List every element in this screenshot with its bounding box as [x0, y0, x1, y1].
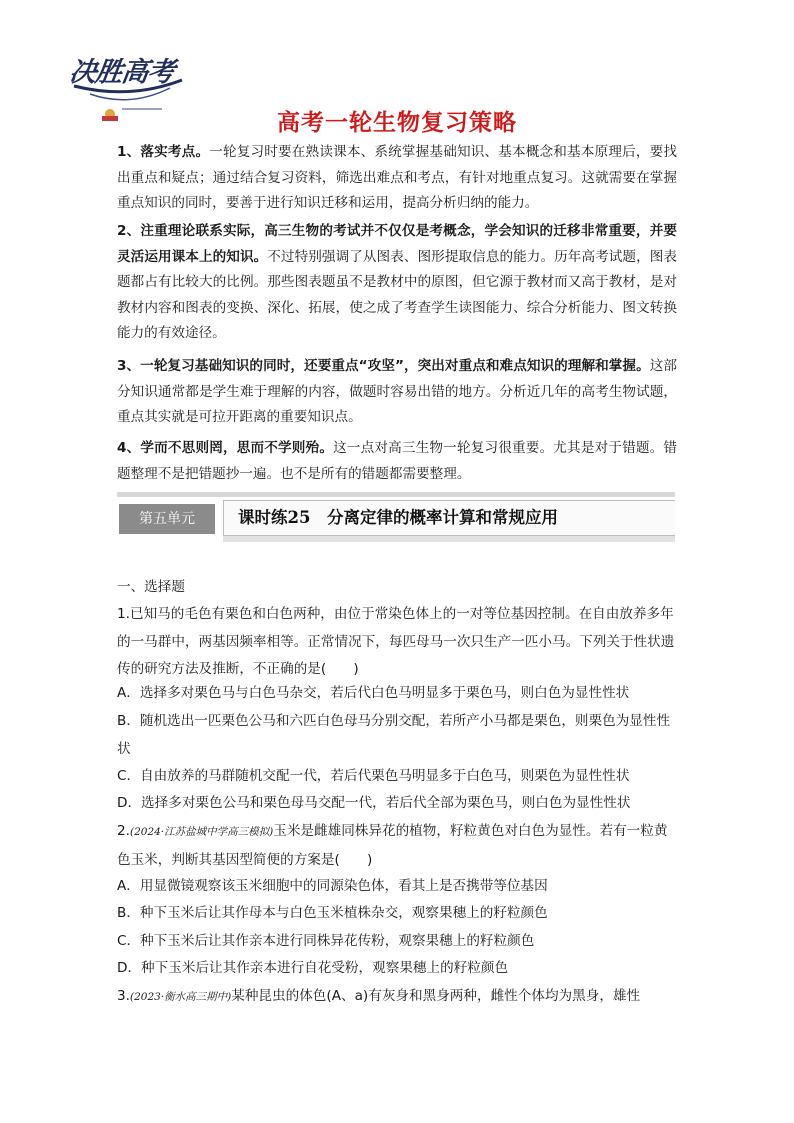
question-1-option-b: B．随机选出一匹栗色公马和六匹白色母马分别交配，若所产小马都是栗色，则栗色为显性性状	[117, 713, 671, 757]
unit-banner	[117, 492, 675, 550]
question-1-option-c: C．自由放养的马群随机交配一代，若后代栗色马明显多于白色马，则栗色为显性性状	[117, 768, 630, 784]
question-source: (2024·江苏盐城中学高三模拟)	[129, 826, 274, 838]
question-text: 已知马的毛色有栗色和白色两种，由位于常染色体上的一对等位基因控制。在自由放养多年的一马群中，两基因频率相等。正常情况下，每匹母马一次只生产一匹小马。下列关于性状遗传的研究方法及推断，不正确的是( )	[117, 606, 675, 677]
question-2-option-d: D．种下玉米后让其作亲本进行自花受粉，观察果穗上的籽粒颜色	[117, 960, 509, 976]
banner-title: 课时练25 分离定律的概率计算和常规应用	[238, 508, 558, 527]
strategy-1-lead: 1、落实考点。	[117, 144, 210, 160]
banner-title-box	[223, 500, 675, 536]
strategy-2	[117, 219, 677, 347]
banner-bottom-bar	[223, 536, 675, 542]
strategy-2-lead: 2、注重理论联系实际，高三生物的考试并不仅仅是考概念，学会知识的迁移非常重要，并要灵活运用课本上的知识。	[117, 223, 677, 265]
strategy-1-body: 一轮复习时要在熟读课本、系统掌握基础知识、基本概念和基本原理后，要找出重点和疑点；通过结合复习资料，筛选出难点和考点，有针对地重点复习。这就需要在掌握重点知识的同时，要善于进行知识迁移和运用，提高分析归纳的能力。	[117, 144, 677, 211]
section-heading: 一、选择题	[117, 579, 185, 595]
question-source: (2023·衡水高三期中)	[129, 991, 232, 1003]
question-1-option-d: D．选择多对栗色公马和栗色母马交配一代，若后代全部为栗色马，则白色为显性性状	[117, 795, 631, 811]
question-3-stem	[117, 983, 677, 1012]
document-title: 高考一轮生物复习策略	[277, 110, 517, 136]
strategy-3	[117, 354, 677, 431]
question-2-stem	[117, 818, 677, 874]
strategy-2-body: 不过特别强调了从图表、图形提取信息的能力。历年高考试题，图表题都占有比较大的比例。那些图表题虽不是教材中的原图，但它源于教材而又高于教材，是对教材内容和图表的变换、深化、拓展，使之成了考查学生读图能力、综合分析能力、图文转换能力的有效途径。	[117, 248, 678, 341]
strategy-3-body: 这部分知识通常都是学生难于理解的内容，做题时容易出错的地方。分析近几年的高考生物试题，重点其实就是可拉开距离的重要知识点。	[117, 358, 677, 425]
question-number: 1.	[117, 606, 130, 622]
strategy-4	[117, 436, 677, 487]
banner-unit-label: 第五单元	[119, 504, 215, 534]
strategy-4-lead: 4、学而不思则罔，思而不学则殆。	[117, 440, 334, 456]
question-2-option-c: C．种下玉米后让其作亲本进行同株异花传粉，观察果穗上的籽粒颜色	[117, 933, 535, 949]
question-1-option-a: A．选择多对栗色马与白色马杂交，若后代白色马明显多于栗色马，则白色为显性性状	[117, 685, 630, 701]
strategy-4-body: 这一点对高三生物一轮复习很重要。尤其是对于错题。错题整理不是把错题抄一遍。也不是所有的错题都需要整理。	[117, 440, 677, 482]
question-2-option-b: B．种下玉米后让其作母本与白色玉米植株杂交，观察果穗上的籽粒颜色	[117, 905, 548, 921]
question-text: 玉米是雌雄同株异花的植物，籽粒黄色对白色为显性。若有一粒黄色玉米，判断其基因型简便的方案是( )	[117, 823, 668, 868]
logo-text: 决胜高考	[67, 57, 176, 88]
question-2-option-a: A．用显微镜观察该玉米细胞中的同源染色体，看其上是否携带等位基因	[117, 878, 548, 894]
strategy-3-lead: 3、一轮复习基础知识的同时，还要重点“攻坚”，突出对重点和难点知识的理解和掌握。	[117, 358, 650, 374]
question-text: 某种昆虫的体色(A、a)有灰身和黑身两种，雌性个体均为黑身，雄性	[231, 988, 641, 1004]
strategy-1	[117, 140, 677, 217]
question-number: 2.	[117, 823, 130, 839]
question-1-stem	[117, 601, 677, 684]
question-number: 3.	[117, 988, 130, 1004]
banner-top-bar	[117, 492, 675, 497]
